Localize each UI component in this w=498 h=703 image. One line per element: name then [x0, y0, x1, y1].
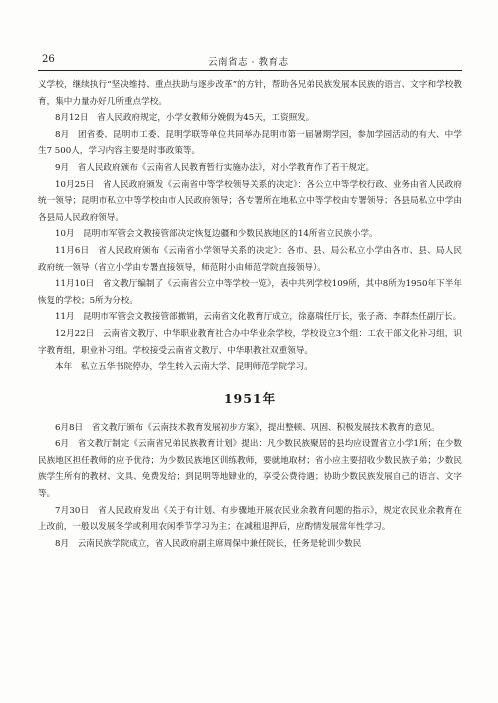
- chronicle-entry: 11月 昆明市军管会文教接管部撤销，云南省文化教育厅成立，徐嘉瑞任厅长，张子斋、李群杰任副厅长。: [55, 312, 462, 323]
- entries-1950: [38, 77, 462, 376]
- chronicle-entry: 6月 省文教厅制定《云南省兄弟民族教育计划》提出：凡少数民族聚居的县均应设置省立小学1所；在少数民族地区担任教师的应予优待；为少数民族地区训练教师，要就地取材；省小应主要招收少数民族子弟；少数民族学生所有的教材、文具、免费发给；到昆明等地肄业的，享受公费待遇；协助少数民族发展自己的语言、文字等。: [38, 439, 462, 500]
- running-title: 云南省志 · 教育志: [208, 57, 289, 68]
- chronicle-entry: 义学校，继续执行“坚决维持、重点扶助与逐步改革”的方针，帮助各兄弟民族发展本民族的语言、文字和学校教育，集中力量办好几所重点学校。: [38, 80, 462, 107]
- chronicle-entry: 10月 昆明市军管会文教接管部决定恢复边疆和少数民族地区的14所省立民族小学。: [55, 229, 378, 240]
- page-header: [38, 54, 458, 70]
- chronicle-entry: 8月 团省委、昆明市工委、昆明学联等单位共同举办昆明市第一届暑期学园，参加学园活动的有大、中学生7 500人，学习内容主要是时事政策等。: [38, 129, 462, 157]
- document-body: [38, 77, 462, 552]
- chronicle-entry: 7月30日 省人民政府发出《关于有计划、有步骤地开展农民业余教育问题的指示》，规定农民业余教育在上改前，一般以发展冬学或利用农闲季节学习为主；在减租退押后，应酌情发展常年性学习。: [38, 505, 462, 533]
- chronicle-entry: 11月6日 省人民政府颁布《云南省小学领导关系的决定》：各市、县、局公私立小学由各市、县、局人民政府统一领导（省立小学由专署直接领导，师范附小由师范学院直接领导）。: [38, 245, 462, 273]
- chronicle-entry: 10月25日 省人民政府颁发《云南省中等学校领导关系的决定》：各公立中等学校行政、业务由省人民政府统一领导；昆明市私立中等学校由市人民政府领导；各专署所在地私立中等学校由专署领导；各县局私立中学由各县局人民政府领导。: [38, 179, 462, 223]
- chronicle-entry: 6月8日 省文教厅颁布《云南技术教育发展初步方案》，提出整顿、巩固、积极发展技术教育的意见。: [55, 422, 440, 433]
- year-heading: 1951年: [223, 390, 277, 406]
- chronicle-entry: 11月10日 省文教厅编制了《云南省公立中等学校一览》，表中共列学校109所，其中8所为1950年下半年恢复的学校；5所为分校。: [38, 279, 462, 306]
- chronicle-entry: 8月12日 省人民政府规定，小学女教师分娩假为45天，工资照发。: [55, 113, 315, 124]
- header-divider: [38, 70, 462, 71]
- page-number: 26: [42, 54, 55, 65]
- chronicle-entry: 本年 私立五华书院停办，学生转入云南大学、昆明师范学院学习。: [55, 362, 313, 373]
- entries-1951: [38, 420, 462, 553]
- chronicle-entry: 8月 云南民族学院成立，省人民政府副主席周保中兼任院长，任务是轮训少数民: [55, 538, 362, 549]
- chronicle-entry: 9月 省人民政府颁布《云南省人民教育暂行实施办法》，对小学教育作了若干规定。: [55, 162, 375, 173]
- chronicle-entry: 12月22日 云南省文教厅、中华职业教育社合办中华业余学校，学校设立3个组：工农干部文化补习组，识字教育组，职业补习组。学校接受云南省文教厅、中华职教社双重领导。: [38, 328, 462, 356]
